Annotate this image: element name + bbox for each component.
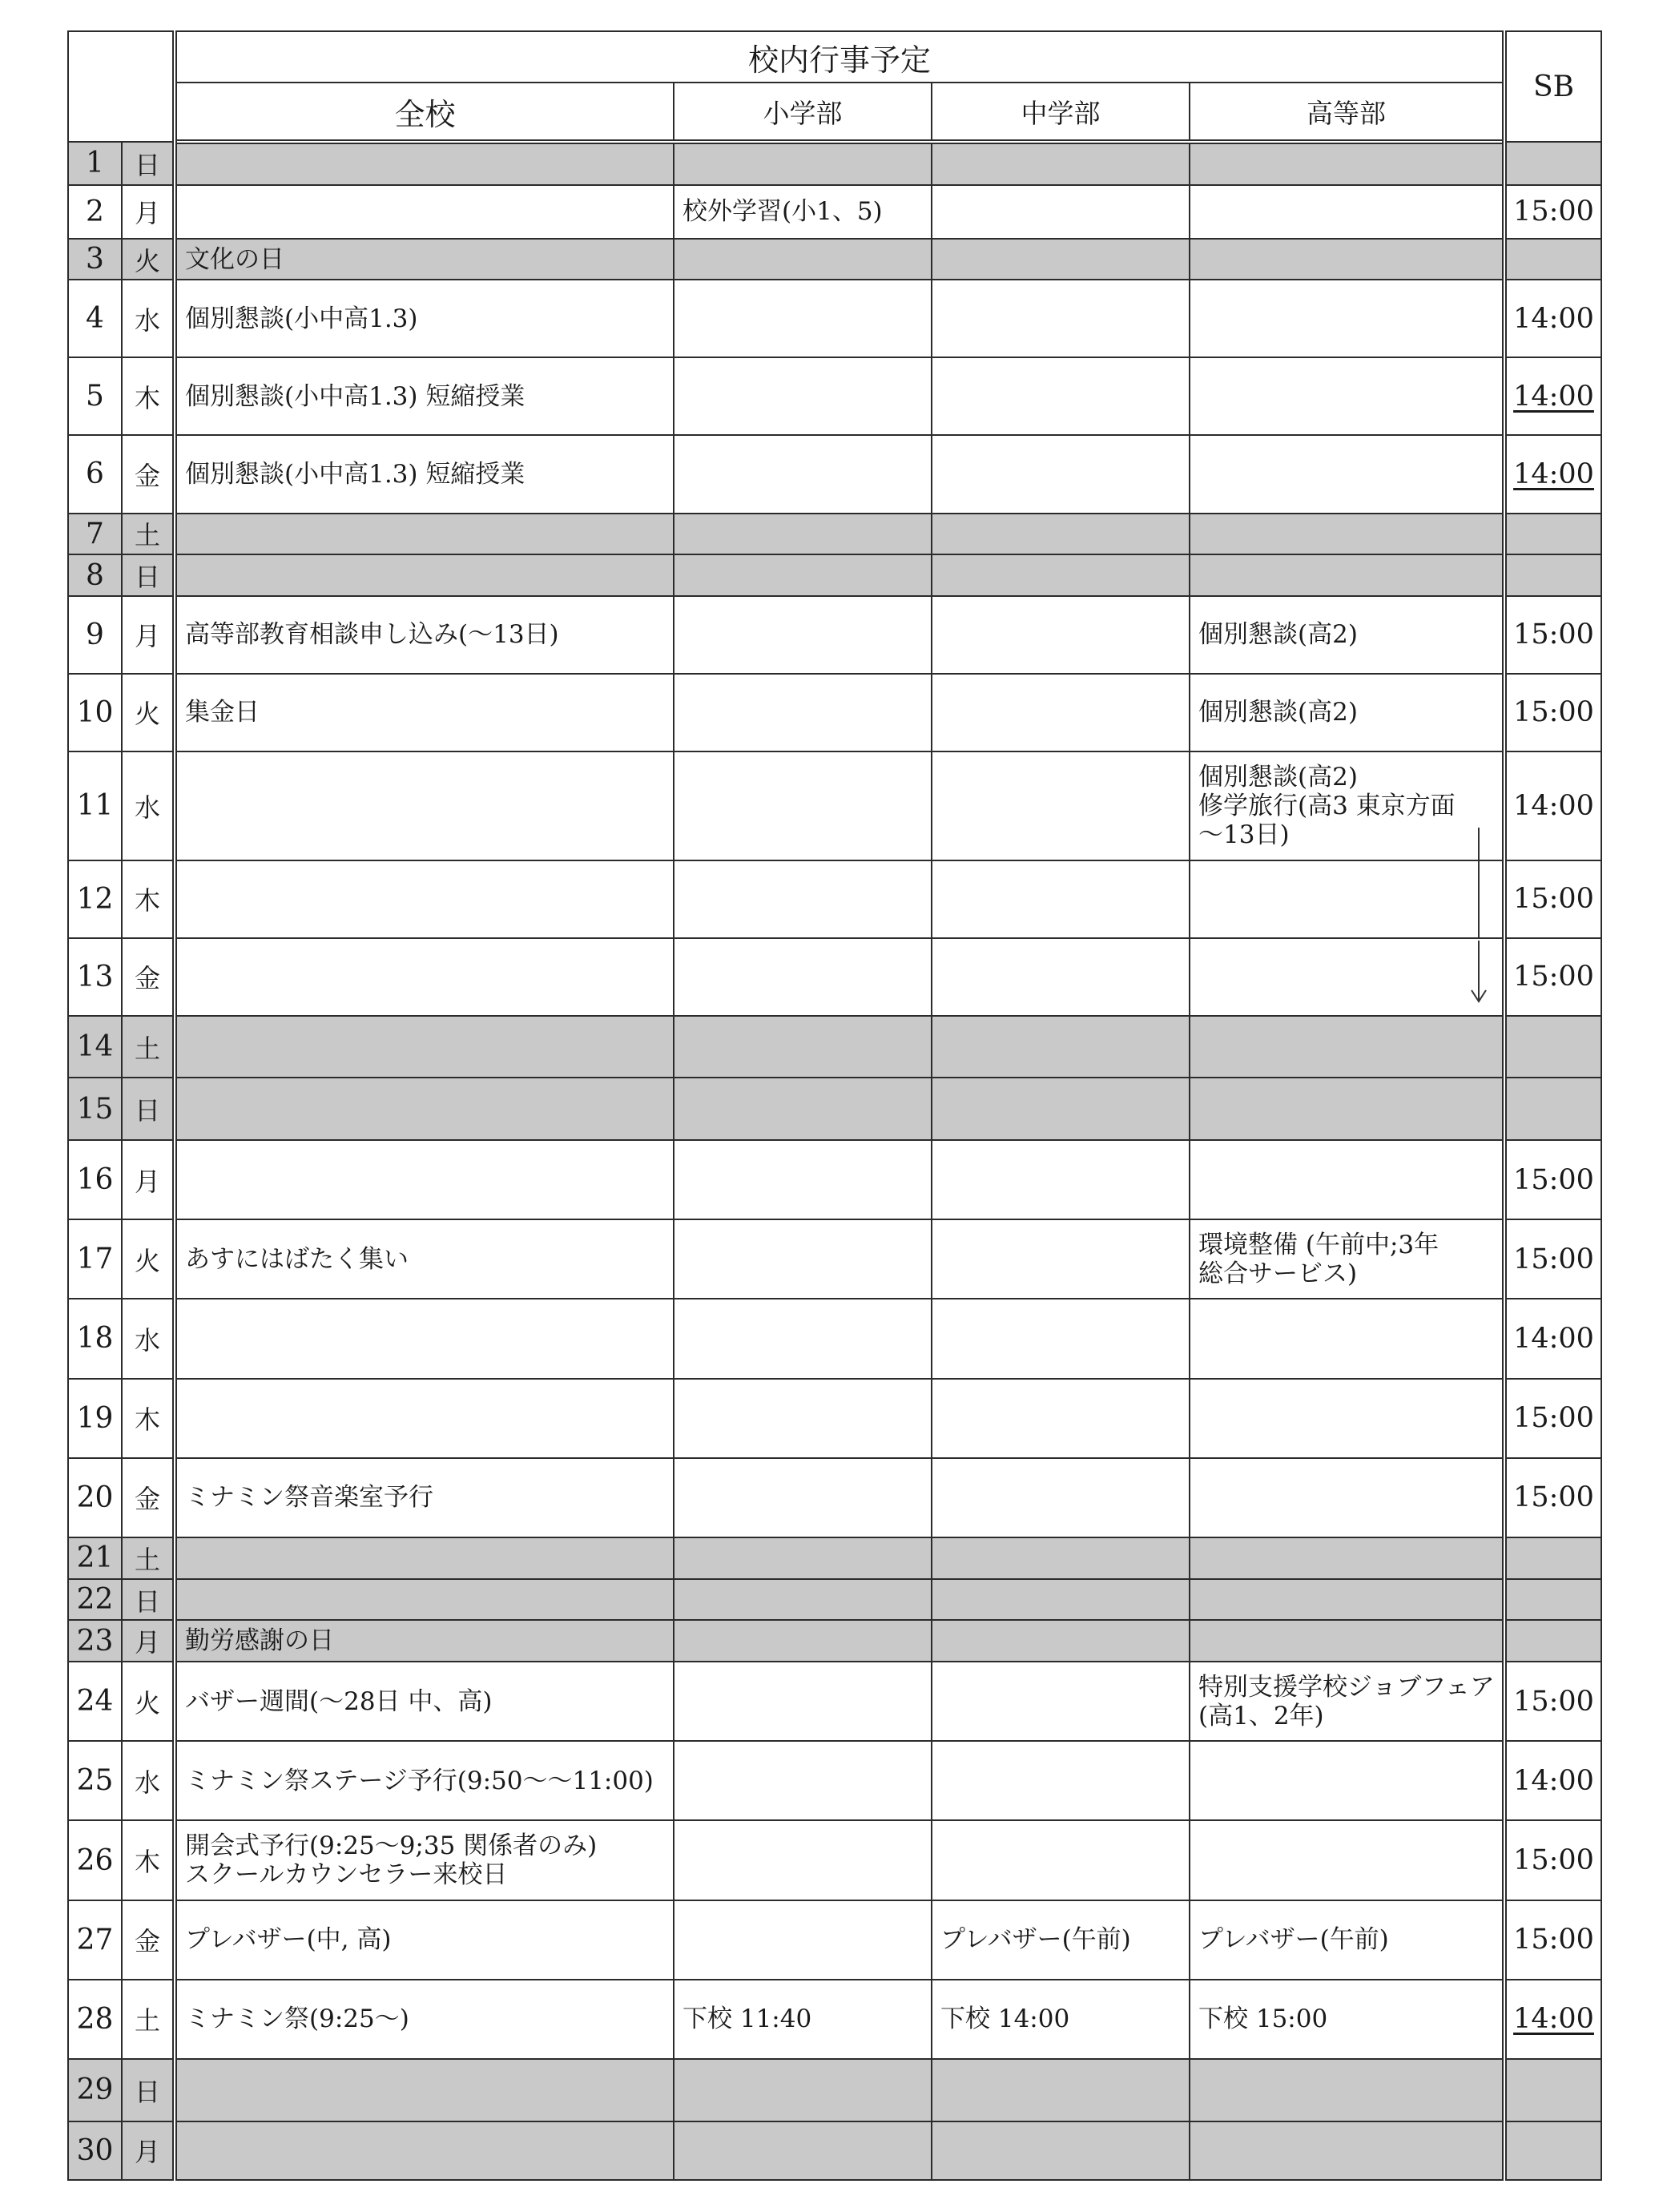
day-number-cell: 6 <box>68 435 122 513</box>
sb-time-cell <box>1504 239 1601 280</box>
junior-high-event-cell: プレバザー(午前) <box>932 1900 1190 1980</box>
all-school-event-cell <box>175 1379 674 1458</box>
elementary-event-cell <box>674 1299 932 1378</box>
all-school-event-cell: バザー週間(〜28日 中、高) <box>175 1662 674 1741</box>
day-number-cell: 2 <box>68 185 122 239</box>
high-school-event-cell <box>1190 1620 1504 1662</box>
weekday-cell: 日 <box>122 1078 175 1140</box>
sb-time-cell: 15:00 <box>1504 1662 1601 1741</box>
elementary-event-cell <box>674 596 932 674</box>
high-school-event-cell <box>1190 280 1504 357</box>
all-school-event-cell <box>175 142 674 185</box>
junior-high-event-cell <box>932 1820 1190 1900</box>
all-school-column-header: 全校 <box>175 83 674 142</box>
junior-high-event-cell <box>932 1662 1190 1741</box>
day-row-9 <box>68 596 1601 674</box>
high-school-event-cell <box>1190 142 1504 185</box>
high-school-event-cell <box>1190 938 1504 1016</box>
all-school-event-cell: 勤労感謝の日 <box>175 1620 674 1662</box>
sb-time-cell: 15:00 <box>1504 1820 1601 1900</box>
sb-time-cell: 14:00 <box>1504 751 1601 860</box>
all-school-event-cell: ミナミン祭音楽室予行 <box>175 1458 674 1537</box>
corner-header-cell <box>68 31 175 142</box>
day-number-cell: 1 <box>68 142 122 185</box>
weekday-cell: 木 <box>122 1820 175 1900</box>
junior-high-event-cell <box>932 142 1190 185</box>
weekday-cell: 土 <box>122 1980 175 2059</box>
junior-high-event-cell <box>932 1078 1190 1140</box>
day-row-18 <box>68 1299 1601 1378</box>
elementary-event-cell <box>674 1537 932 1579</box>
elementary-event-cell <box>674 1078 932 1140</box>
day-number-cell: 16 <box>68 1140 122 1219</box>
junior-high-event-cell <box>932 357 1190 435</box>
weekday-cell: 金 <box>122 938 175 1016</box>
sb-time-cell: 14:00 <box>1504 1980 1601 2059</box>
elementary-event-cell <box>674 2059 932 2121</box>
sb-time-cell: 15:00 <box>1504 1219 1601 1299</box>
day-row-24 <box>68 1662 1601 1741</box>
junior-high-event-cell <box>932 1579 1190 1621</box>
all-school-event-cell <box>175 185 674 239</box>
day-number-cell: 30 <box>68 2121 122 2180</box>
day-number-cell: 7 <box>68 514 122 555</box>
weekday-cell: 土 <box>122 514 175 555</box>
junior-high-event-cell <box>932 435 1190 513</box>
sb-time-cell <box>1504 2059 1601 2121</box>
high-school-event-cell: 個別懇談(高2) <box>1190 596 1504 674</box>
day-row-27 <box>68 1900 1601 1980</box>
sb-time-cell: 14:00 <box>1504 1299 1601 1378</box>
elementary-column-header: 小学部 <box>674 83 932 142</box>
day-number-cell: 13 <box>68 938 122 1016</box>
sb-time-cell <box>1504 1579 1601 1621</box>
high-school-event-cell: プレバザー(午前) <box>1190 1900 1504 1980</box>
sb-time-cell: 14:00 <box>1504 357 1601 435</box>
day-row-26 <box>68 1820 1601 1900</box>
day-row-6 <box>68 435 1601 513</box>
all-school-event-cell <box>175 938 674 1016</box>
day-row-20 <box>68 1458 1601 1537</box>
weekday-cell: 木 <box>122 1379 175 1458</box>
all-school-event-cell <box>175 751 674 860</box>
weekday-cell: 月 <box>122 1140 175 1219</box>
weekday-cell: 水 <box>122 1299 175 1378</box>
day-number-cell: 9 <box>68 596 122 674</box>
weekday-cell: 火 <box>122 1219 175 1299</box>
junior-high-event-cell <box>932 860 1190 938</box>
high-school-event-cell <box>1190 1379 1504 1458</box>
weekday-cell: 日 <box>122 1579 175 1621</box>
continuation-arrow-line-icon <box>1467 828 1491 860</box>
weekday-cell: 月 <box>122 2121 175 2180</box>
elementary-event-cell <box>674 435 932 513</box>
elementary-event-cell: 下校 11:40 <box>674 1980 932 2059</box>
junior-high-event-cell <box>932 1299 1190 1378</box>
all-school-event-cell <box>175 1579 674 1621</box>
all-school-event-cell: ミナミン祭(9:25〜) <box>175 1980 674 2059</box>
continuation-arrow-line-icon <box>1467 861 1491 937</box>
day-number-cell: 25 <box>68 1741 122 1820</box>
all-school-event-cell: ミナミン祭ステージ予行(9:50〜〜11:00) <box>175 1741 674 1820</box>
day-number-cell: 8 <box>68 554 122 596</box>
sb-time-cell: 14:00 <box>1504 280 1601 357</box>
day-row-25 <box>68 1741 1601 1820</box>
day-number-cell: 4 <box>68 280 122 357</box>
weekday-cell: 木 <box>122 860 175 938</box>
elementary-event-cell <box>674 1579 932 1621</box>
day-number-cell: 12 <box>68 860 122 938</box>
day-number-cell: 17 <box>68 1219 122 1299</box>
elementary-event-cell <box>674 1140 932 1219</box>
all-school-event-cell <box>175 1537 674 1579</box>
weekday-cell: 月 <box>122 185 175 239</box>
weekday-cell: 水 <box>122 1741 175 1820</box>
sb-time-cell <box>1504 514 1601 555</box>
high-school-event-cell <box>1190 1140 1504 1219</box>
all-school-event-cell <box>175 2059 674 2121</box>
high-school-event-cell <box>1190 2059 1504 2121</box>
sb-column-header: SB <box>1504 31 1601 142</box>
day-number-cell: 29 <box>68 2059 122 2121</box>
elementary-event-cell <box>674 2121 932 2180</box>
day-number-cell: 5 <box>68 357 122 435</box>
elementary-event-cell <box>674 239 932 280</box>
all-school-event-cell <box>175 1016 674 1078</box>
junior-high-event-cell <box>932 280 1190 357</box>
junior-high-event-cell <box>932 1140 1190 1219</box>
day-row-4 <box>68 280 1601 357</box>
elementary-event-cell <box>674 674 932 751</box>
elementary-event-cell <box>674 1219 932 1299</box>
all-school-event-cell <box>175 514 674 555</box>
high-school-event-cell <box>1190 860 1504 938</box>
junior-high-event-cell <box>932 596 1190 674</box>
weekday-cell: 火 <box>122 239 175 280</box>
elementary-event-cell <box>674 1458 932 1537</box>
weekday-cell: 火 <box>122 1662 175 1741</box>
all-school-event-cell: 高等部教育相談申し込み(〜13日) <box>175 596 674 674</box>
elementary-event-cell <box>674 1662 932 1741</box>
junior-high-event-cell <box>932 1537 1190 1579</box>
day-number-cell: 28 <box>68 1980 122 2059</box>
all-school-event-cell <box>175 1299 674 1378</box>
day-row-1 <box>68 142 1601 185</box>
junior-high-event-cell <box>932 1219 1190 1299</box>
day-row-7 <box>68 514 1601 555</box>
sb-time-cell: 14:00 <box>1504 1741 1601 1820</box>
all-school-event-cell <box>175 554 674 596</box>
elementary-event-cell: 校外学習(小1、5) <box>674 185 932 239</box>
junior-high-event-cell <box>932 185 1190 239</box>
high-school-event-cell <box>1190 2121 1504 2180</box>
day-row-28 <box>68 1980 1601 2059</box>
weekday-cell: 土 <box>122 1537 175 1579</box>
weekday-cell: 日 <box>122 2059 175 2121</box>
high-school-event-cell <box>1190 554 1504 596</box>
all-school-event-cell: 個別懇談(小中高1.3) 短縮授業 <box>175 435 674 513</box>
school-event-schedule-table <box>67 30 1602 2181</box>
weekday-cell: 金 <box>122 1900 175 1980</box>
elementary-event-cell <box>674 514 932 555</box>
junior-high-event-cell <box>932 1379 1190 1458</box>
all-school-event-cell: 個別懇談(小中高1.3) 短縮授業 <box>175 357 674 435</box>
day-row-5 <box>68 357 1601 435</box>
elementary-event-cell <box>674 860 932 938</box>
high-school-event-cell: 個別懇談(高2) <box>1190 674 1504 751</box>
day-number-cell: 3 <box>68 239 122 280</box>
day-row-12 <box>68 860 1601 938</box>
day-number-cell: 14 <box>68 1016 122 1078</box>
day-number-cell: 21 <box>68 1537 122 1579</box>
junior-high-event-cell <box>932 2121 1190 2180</box>
weekday-cell: 金 <box>122 435 175 513</box>
high-school-event-cell: 特別支援学校ジョブフェア (高1、2年) <box>1190 1662 1504 1741</box>
junior-high-event-cell <box>932 2059 1190 2121</box>
day-row-22 <box>68 1579 1601 1621</box>
sb-time-cell: 15:00 <box>1504 1458 1601 1537</box>
high-school-event-cell <box>1190 1078 1504 1140</box>
high-school-event-cell <box>1190 1741 1504 1820</box>
high-school-event-cell <box>1190 1537 1504 1579</box>
junior-high-event-cell <box>932 239 1190 280</box>
continuation-arrow-icon <box>1467 941 1491 1005</box>
day-row-15 <box>68 1078 1601 1140</box>
high-school-event-cell: 個別懇談(高2) 修学旅行(高3 東京方面 〜13日) <box>1190 751 1504 860</box>
day-number-cell: 10 <box>68 674 122 751</box>
day-row-14 <box>68 1016 1601 1078</box>
day-row-23 <box>68 1620 1601 1662</box>
high-school-event-cell: 下校 15:00 <box>1190 1980 1504 2059</box>
elementary-event-cell <box>674 280 932 357</box>
sb-time-cell <box>1504 142 1601 185</box>
sb-time-cell: 15:00 <box>1504 596 1601 674</box>
sb-time-cell: 15:00 <box>1504 860 1601 938</box>
elementary-event-cell <box>674 938 932 1016</box>
elementary-event-cell <box>674 1741 932 1820</box>
junior-high-event-cell <box>932 1016 1190 1078</box>
sb-time-cell <box>1504 1620 1601 1662</box>
junior-high-event-cell <box>932 514 1190 555</box>
high-school-event-cell <box>1190 357 1504 435</box>
sb-time-cell: 15:00 <box>1504 1140 1601 1219</box>
day-number-cell: 27 <box>68 1900 122 1980</box>
elementary-event-cell <box>674 1820 932 1900</box>
day-row-17 <box>68 1219 1601 1299</box>
sb-time-cell: 15:00 <box>1504 185 1601 239</box>
elementary-event-cell <box>674 1016 932 1078</box>
high-school-column-header: 高等部 <box>1190 83 1504 142</box>
junior-high-event-cell: 下校 14:00 <box>932 1980 1190 2059</box>
day-number-cell: 24 <box>68 1662 122 1741</box>
junior-high-event-cell <box>932 1741 1190 1820</box>
day-row-13 <box>68 938 1601 1016</box>
high-school-event-cell <box>1190 1579 1504 1621</box>
weekday-cell: 月 <box>122 596 175 674</box>
junior-high-event-cell <box>932 1620 1190 1662</box>
day-row-29 <box>68 2059 1601 2121</box>
sb-time-cell <box>1504 1016 1601 1078</box>
weekday-cell: 火 <box>122 674 175 751</box>
day-row-8 <box>68 554 1601 596</box>
weekday-cell: 水 <box>122 280 175 357</box>
junior-high-column-header: 中学部 <box>932 83 1190 142</box>
junior-high-event-cell <box>932 1458 1190 1537</box>
sb-time-cell <box>1504 1078 1601 1140</box>
junior-high-event-cell <box>932 938 1190 1016</box>
junior-high-event-cell <box>932 554 1190 596</box>
weekday-cell: 土 <box>122 1016 175 1078</box>
sb-time-cell <box>1504 1537 1601 1579</box>
day-row-10 <box>68 674 1601 751</box>
high-school-event-cell <box>1190 1016 1504 1078</box>
day-number-cell: 23 <box>68 1620 122 1662</box>
weekday-cell: 水 <box>122 751 175 860</box>
sb-time-cell: 15:00 <box>1504 1379 1601 1458</box>
school-events-group-header: 校内行事予定 <box>175 31 1504 83</box>
day-row-21 <box>68 1537 1601 1579</box>
elementary-event-cell <box>674 357 932 435</box>
day-row-16 <box>68 1140 1601 1219</box>
day-row-30 <box>68 2121 1601 2180</box>
sb-time-cell <box>1504 554 1601 596</box>
day-number-cell: 15 <box>68 1078 122 1140</box>
elementary-event-cell <box>674 1620 932 1662</box>
sb-time-cell: 15:00 <box>1504 938 1601 1016</box>
high-school-event-cell <box>1190 1820 1504 1900</box>
high-school-event-cell <box>1190 185 1504 239</box>
junior-high-event-cell <box>932 751 1190 860</box>
sb-time-cell: 15:00 <box>1504 674 1601 751</box>
sb-time-cell: 14:00 <box>1504 435 1601 513</box>
all-school-event-cell: 個別懇談(小中高1.3) <box>175 280 674 357</box>
all-school-event-cell: あすにはばたく集い <box>175 1219 674 1299</box>
sb-time-cell <box>1504 2121 1601 2180</box>
day-number-cell: 19 <box>68 1379 122 1458</box>
all-school-event-cell: プレバザー(中, 高) <box>175 1900 674 1980</box>
elementary-event-cell <box>674 1379 932 1458</box>
elementary-event-cell <box>674 1900 932 1980</box>
junior-high-event-cell <box>932 674 1190 751</box>
all-school-event-cell <box>175 1078 674 1140</box>
high-school-event-cell <box>1190 1299 1504 1378</box>
all-school-event-cell <box>175 1140 674 1219</box>
day-row-2 <box>68 185 1601 239</box>
elementary-event-cell <box>674 142 932 185</box>
weekday-cell: 日 <box>122 142 175 185</box>
day-number-cell: 18 <box>68 1299 122 1378</box>
day-number-cell: 11 <box>68 751 122 860</box>
all-school-event-cell <box>175 860 674 938</box>
weekday-cell: 木 <box>122 357 175 435</box>
all-school-event-cell: 集金日 <box>175 674 674 751</box>
elementary-event-cell <box>674 554 932 596</box>
high-school-event-cell: 環境整備 (午前中;3年 総合サービス) <box>1190 1219 1504 1299</box>
high-school-event-cell <box>1190 514 1504 555</box>
day-row-19 <box>68 1379 1601 1458</box>
weekday-cell: 月 <box>122 1620 175 1662</box>
elementary-event-cell <box>674 751 932 860</box>
sb-time-cell: 15:00 <box>1504 1900 1601 1980</box>
day-row-3 <box>68 239 1601 280</box>
weekday-cell: 金 <box>122 1458 175 1537</box>
all-school-event-cell: 文化の日 <box>175 239 674 280</box>
day-number-cell: 20 <box>68 1458 122 1537</box>
high-school-event-cell <box>1190 1458 1504 1537</box>
day-row-11 <box>68 751 1601 860</box>
day-number-cell: 26 <box>68 1820 122 1900</box>
weekday-cell: 日 <box>122 554 175 596</box>
day-number-cell: 22 <box>68 1579 122 1621</box>
all-school-event-cell <box>175 2121 674 2180</box>
high-school-event-cell <box>1190 435 1504 513</box>
all-school-event-cell: 開会式予行(9:25〜9;35 関係者のみ) スクールカウンセラー来校日 <box>175 1820 674 1900</box>
high-school-event-cell <box>1190 239 1504 280</box>
